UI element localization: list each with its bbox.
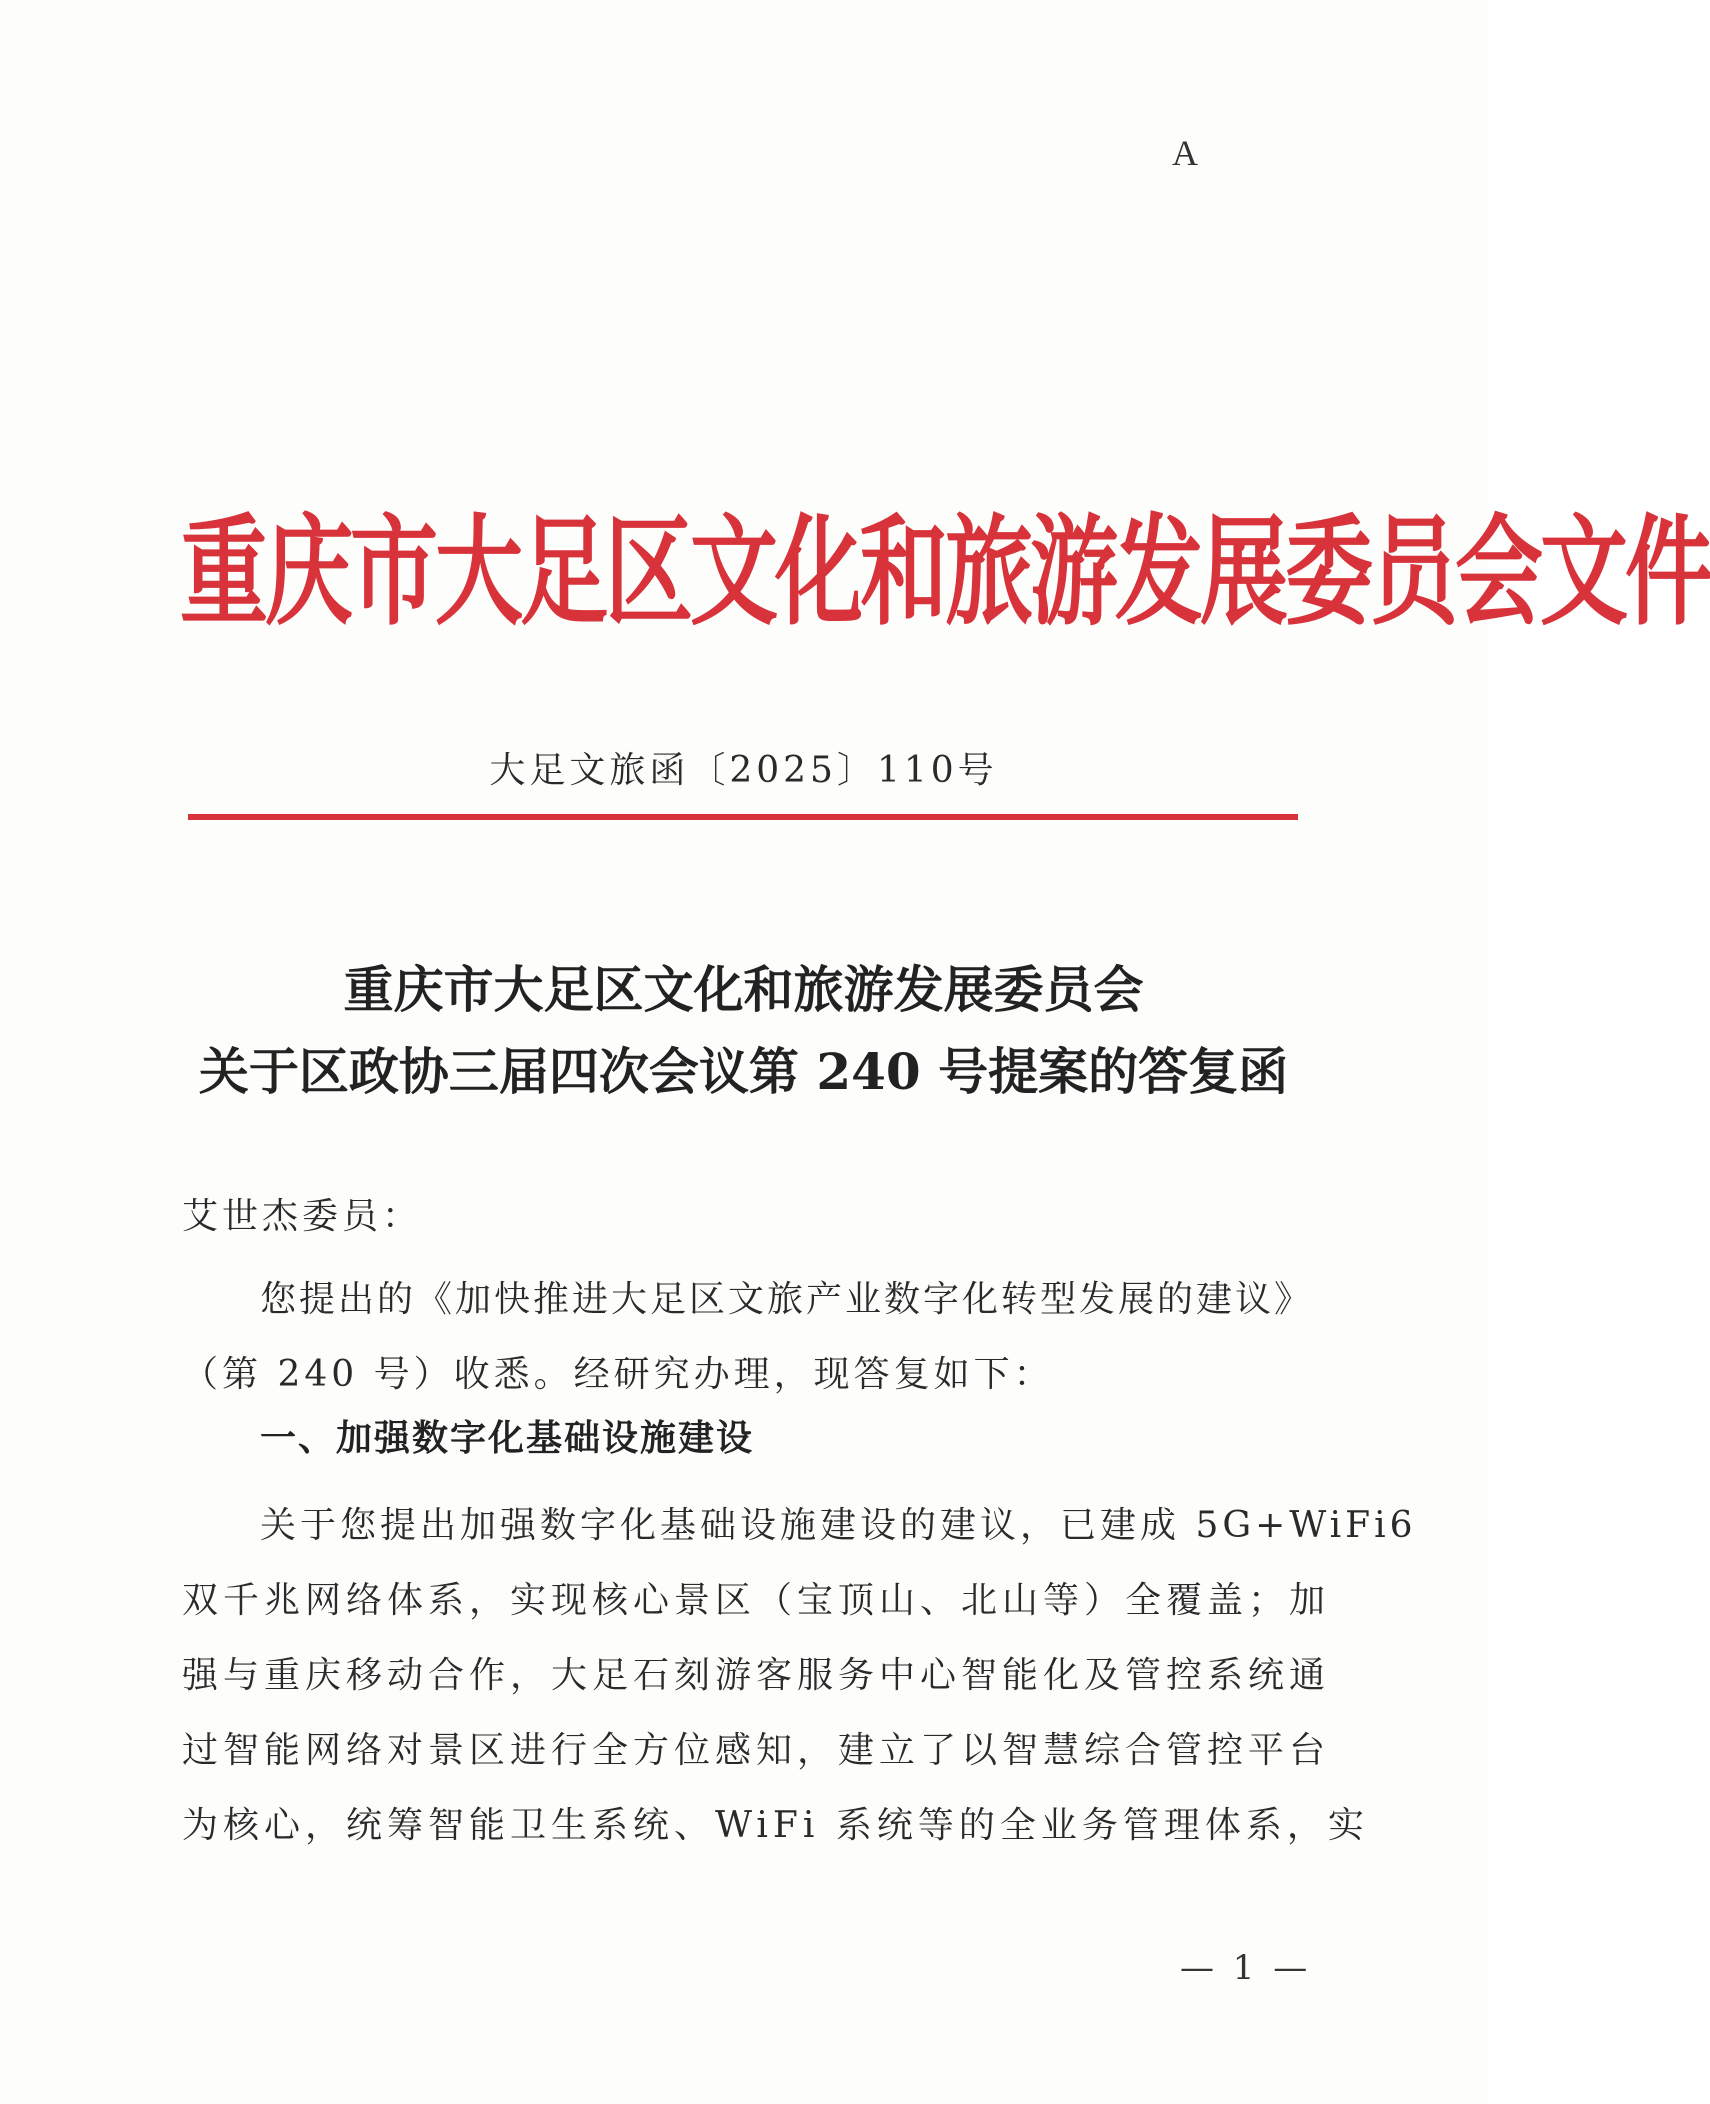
salutation: 艾世杰委员： [182, 1196, 423, 1237]
masthead-title: 重庆市大足区文化和旅游发展委员会文件 [180, 502, 1710, 642]
grade-mark: A [1172, 133, 1198, 173]
red-divider-line [188, 814, 1298, 820]
paragraph-line: 关于您提出加强数字化基础设施建设的建议，已建成 5G+WiFi6 [260, 1505, 1417, 1546]
paragraph-line: 强与重庆移动合作，大足石刻游客服务中心智能化及管控系统通 [182, 1655, 1331, 1696]
section-paragraph [182, 1488, 1417, 1863]
page-number: — 1 — [1180, 1948, 1312, 1988]
paragraph-line: （第 240 号）收悉。经研究办理，现答复如下： [182, 1354, 1054, 1395]
section-heading: 一、加强数字化基础设施建设 [260, 1418, 755, 1459]
paragraph-line: 过智能网络对景区进行全方位感知，建立了以智慧综合管控平台 [182, 1730, 1331, 1771]
document-number: 大足文旅函〔2025〕110号 [489, 750, 998, 791]
letter-title-line-2: 关于区政协三届四次会议第 240 号提案的答复函 [198, 1042, 1289, 1101]
letter-title-line-1: 重庆市大足区文化和旅游发展委员会 [343, 960, 1144, 1019]
paragraph-line: 您提出的《加快推进大足区文旅产业数字化转型发展的建议》 [260, 1279, 1314, 1320]
paragraph-line: 双千兆网络体系，实现核心景区（宝顶山、北山等）全覆盖；加 [182, 1580, 1331, 1621]
paragraph-line: 为核心，统筹智能卫生系统、WiFi 系统等的全业务管理体系，实 [182, 1805, 1369, 1846]
intro-paragraph [182, 1262, 1322, 1412]
